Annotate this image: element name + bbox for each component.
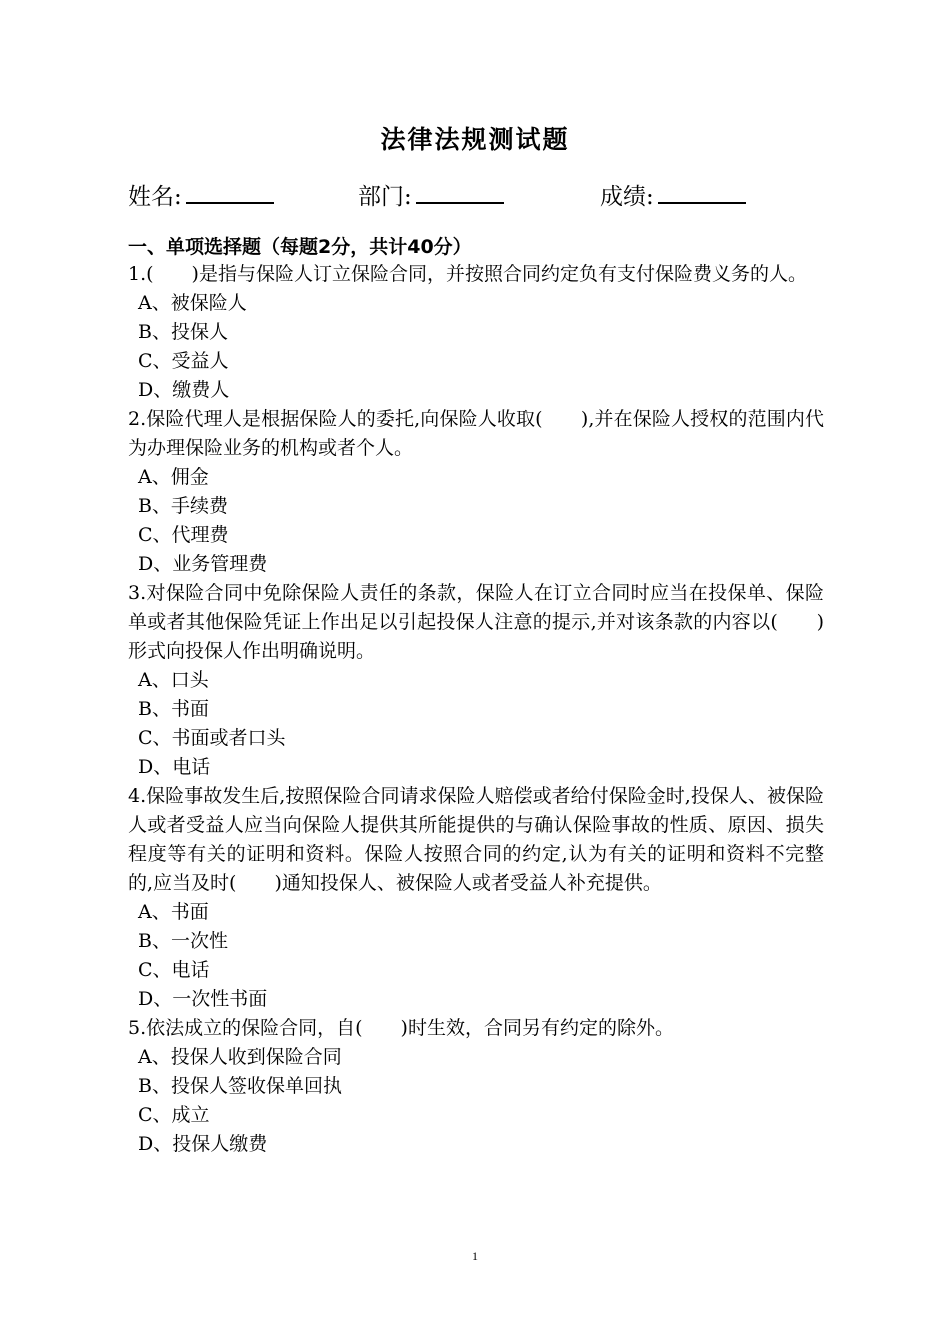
section-heading: 一、单项选择题（每题2分，共计40分） [128, 236, 472, 258]
page-number: 1 [472, 1249, 478, 1263]
option-d: D、缴费人 [138, 379, 230, 401]
question-1 [128, 260, 824, 405]
dept-blank [416, 180, 504, 204]
option-d: D、电话 [138, 756, 211, 778]
name-blank [186, 180, 274, 204]
score-label: 成绩: [600, 184, 654, 210]
option-c: C、电话 [138, 959, 210, 981]
question-text: 5.依法成立的保险合同，自( )时生效，合同另有约定的除外。 [128, 1017, 674, 1039]
option-c: C、成立 [138, 1104, 210, 1126]
name-label: 姓名: [128, 184, 182, 210]
name-field [128, 178, 274, 211]
document-title: 法律法规测试题 [380, 125, 570, 154]
dept-label: 部门: [358, 184, 412, 210]
score-blank [658, 180, 746, 204]
question-3 [128, 579, 824, 782]
option-b: B、投保人签收保单回执 [138, 1075, 342, 1097]
option-a: A、书面 [138, 901, 209, 923]
option-b: B、手续费 [138, 495, 228, 517]
question-text: 2.保险代理人是根据保险人的委托,向保险人收取( ),并在保险人授权的范围内代为办理保险业务的机构或者个人。 [128, 408, 824, 459]
question-5 [128, 1014, 824, 1159]
question-4 [128, 782, 824, 1014]
option-a: A、口头 [138, 669, 209, 691]
option-c: C、受益人 [138, 350, 229, 372]
score-field [600, 178, 746, 211]
option-b: B、投保人 [138, 321, 228, 343]
option-a: A、被保险人 [138, 292, 247, 314]
question-text: 1.( )是指与保险人订立保险合同，并按照合同约定负有支付保险费义务的人。 [128, 263, 807, 285]
dept-field [358, 178, 504, 211]
option-a: A、佣金 [138, 466, 209, 488]
option-c: C、书面或者口头 [138, 727, 286, 749]
option-d: D、一次性书面 [138, 988, 268, 1010]
question-2 [128, 405, 824, 579]
info-line [0, 178, 950, 218]
question-text: 4.保险事故发生后,按照保险合同请求保险人赔偿或者给付保险金时,投保人、被保险人或者受益人应当向保险人提供其所能提供的与确认保险事故的性质、原因、损失程度等有关的证明和资料。保险人按照合同的约定,认为有关的证明和资料不完整的,应当及时( )通知投保人、被保险人或者受益人补充提供。 [128, 785, 824, 894]
question-text: 3.对保险合同中免除保险人责任的条款，保险人在订立合同时应当在投保单、保险单或者其他保险凭证上作出足以引起投保人注意的提示,并对该条款的内容以( )形式向投保人作出明确说明。 [128, 582, 824, 662]
option-d: D、投保人缴费 [138, 1133, 268, 1155]
option-b: B、书面 [138, 698, 209, 720]
questions-list [128, 260, 824, 1159]
option-b: B、一次性 [138, 930, 228, 952]
option-a: A、投保人收到保险合同 [138, 1046, 342, 1068]
option-d: D、业务管理费 [138, 553, 268, 575]
option-c: C、代理费 [138, 524, 229, 546]
